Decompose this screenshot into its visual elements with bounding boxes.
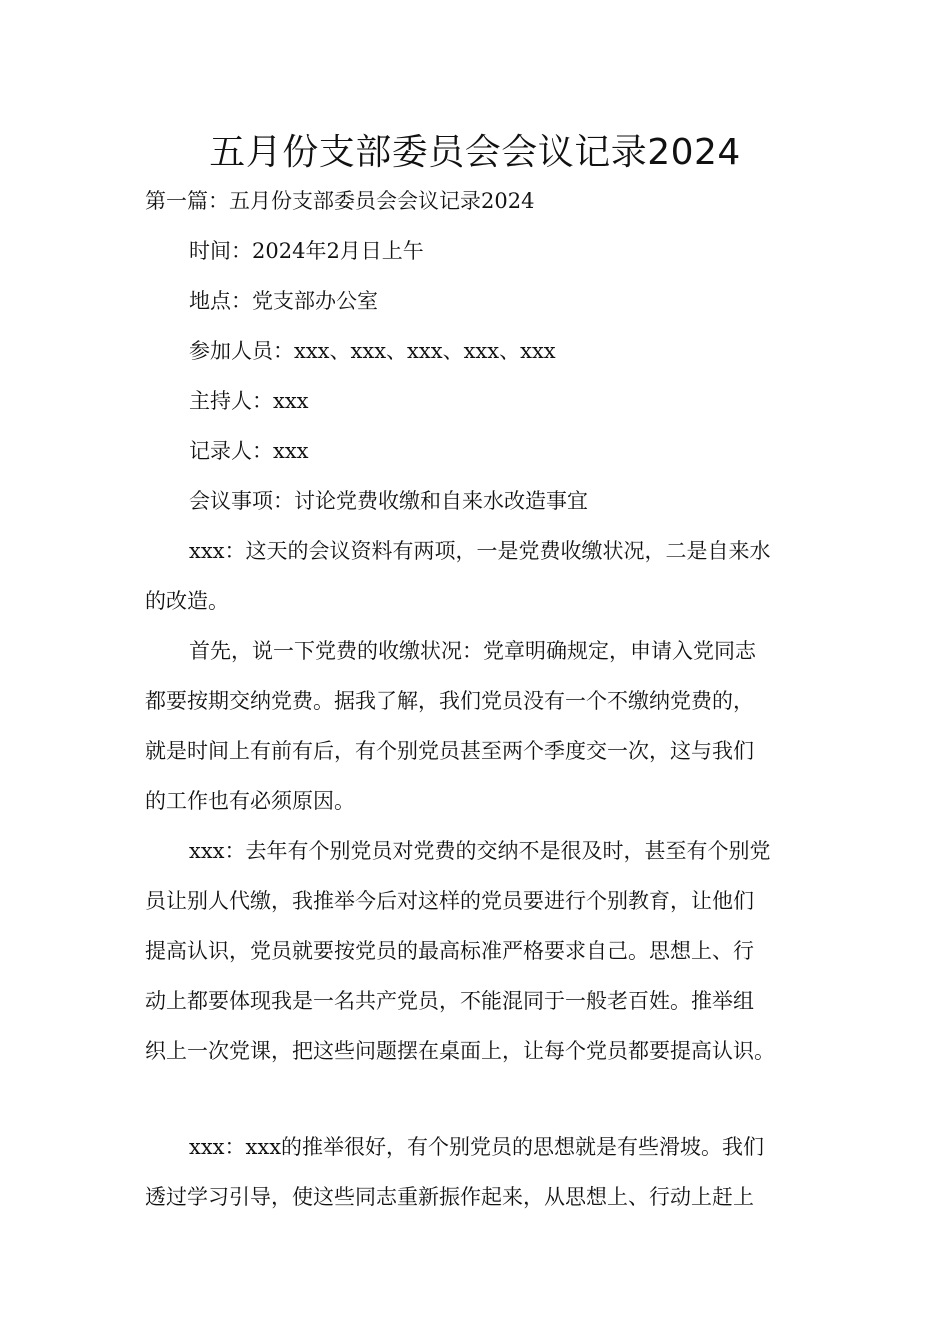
meta-host: 主持人：xxx [189, 389, 309, 413]
paragraph-line: xxx：xxx的推举很好，有个别党员的思想就是有些滑坡。我们 [189, 1135, 765, 1159]
meta-recorder: 记录人：xxx [189, 439, 309, 463]
paragraph-line: 提高认识，党员就要按党员的最高标准严格要求自己。思想上、行 [145, 939, 754, 963]
section-heading: 第一篇：五月份支部委员会会议记录2024 [145, 189, 535, 213]
paragraph-line: 就是时间上有前有后，有个别党员甚至两个季度交一次，这与我们 [145, 739, 754, 763]
paragraph-line: 员让别人代缴，我推举今后对这样的党员要进行个别教育，让他们 [145, 889, 754, 913]
paragraph-line: 的工作也有必须原因。 [145, 789, 355, 813]
paragraph-line: 织上一次党课，把这些问题摆在桌面上，让每个党员都要提高认识。 [145, 1039, 775, 1063]
paragraph-line: 动上都要体现我是一名共产党员，不能混同于一般老百姓。推举组 [145, 989, 754, 1013]
meta-attendees: 参加人员：xxx、xxx、xxx、xxx、xxx [189, 339, 556, 363]
paragraph-line: 透过学习引导，使这些同志重新振作起来，从思想上、行动上赶上 [145, 1185, 754, 1209]
paragraph-line: xxx：这天的会议资料有两项，一是党费收缴状况，二是自来水 [189, 539, 771, 563]
paragraph-line: 首先，说一下党费的收缴状况：党章明确规定，申请入党同志 [189, 639, 756, 663]
meta-time: 时间：2024年2月日上午 [189, 239, 424, 263]
document-title: 五月份支部委员会会议记录2024 [209, 132, 741, 173]
meta-place: 地点：党支部办公室 [189, 289, 378, 313]
paragraph-line: 都要按期交纳党费。据我了解，我们党员没有一个不缴纳党费的， [145, 689, 754, 713]
paragraph-line: xxx：去年有个别党员对党费的交纳不是很及时，甚至有个别党 [189, 839, 771, 863]
meta-agenda: 会议事项：讨论党费收缴和自来水改造事宜 [189, 489, 588, 513]
paragraph-line: 的改造。 [145, 589, 229, 613]
